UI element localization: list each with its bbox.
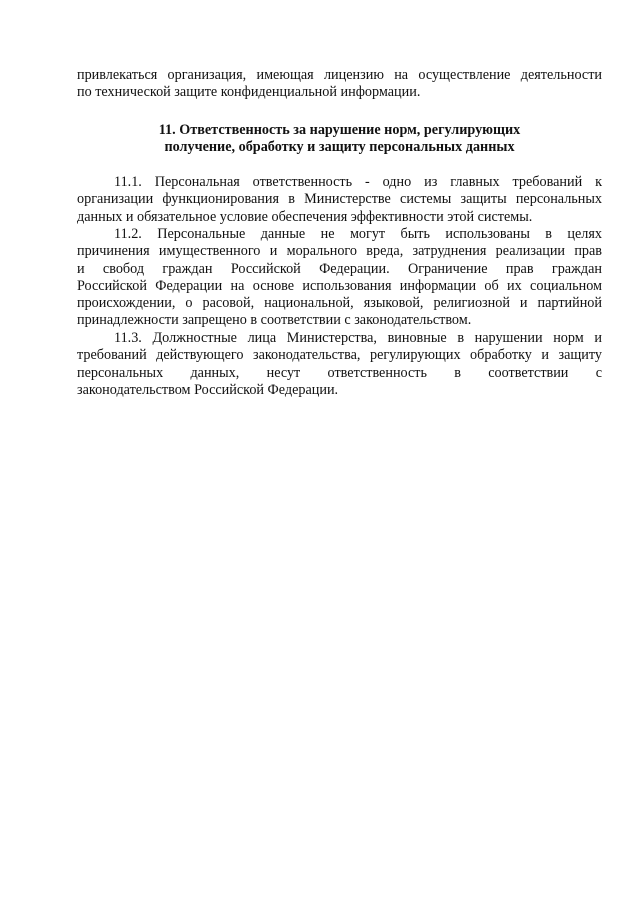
text-line: организации функционирования в Министерстве системы защиты персональных <box>77 191 602 208</box>
paragraph-11-2 <box>77 226 602 330</box>
intro-paragraph <box>77 67 602 102</box>
section-title-line: получение, обработку и защиту персональных данных <box>164 139 515 156</box>
paragraph-11-3 <box>77 330 602 399</box>
text-line: 11.3. Должностные лица Министерства, виновные в нарушении норм и <box>114 330 602 346</box>
section-heading <box>77 122 602 157</box>
text-line: персональных данных, несут ответственность в соответствии с <box>77 364 602 381</box>
text-line: привлекаться организация, имеющая лицензию на осуществление деятельности <box>77 67 602 83</box>
paragraph-11-1 <box>77 174 602 226</box>
text-line: происхождении, о расовой, национальной, языковой, религиозной и партийной <box>77 295 602 312</box>
text-line: данных и обязательное условие обеспечения эффективности этой системы. <box>77 208 533 225</box>
text-line: 11.1. Персональная ответственность - одно из главных требований к <box>114 174 602 190</box>
text-line: по технической защите конфиденциальной информации. <box>77 84 421 101</box>
section-title-line: 11. Ответственность за нарушение норм, регулирующих <box>158 122 521 138</box>
text-line: Российской Федерации на основе использования информации об их социальном <box>77 277 602 294</box>
text-line: требований действующего законодательства, регулирующих обработку и защиту <box>77 347 602 364</box>
text-line: законодательством Российской Федерации. <box>77 381 339 398</box>
text-line: 11.2. Персональные данные не могут быть использованы в целях <box>114 226 602 242</box>
text-line: причинения имущественного и морального вреда, затруднения реализации прав <box>77 243 602 260</box>
text-line: и свобод граждан Российской Федерации. Ограничение прав граждан <box>77 260 602 277</box>
text-line: принадлежности запрещено в соответствии с законодательством. <box>77 312 472 329</box>
